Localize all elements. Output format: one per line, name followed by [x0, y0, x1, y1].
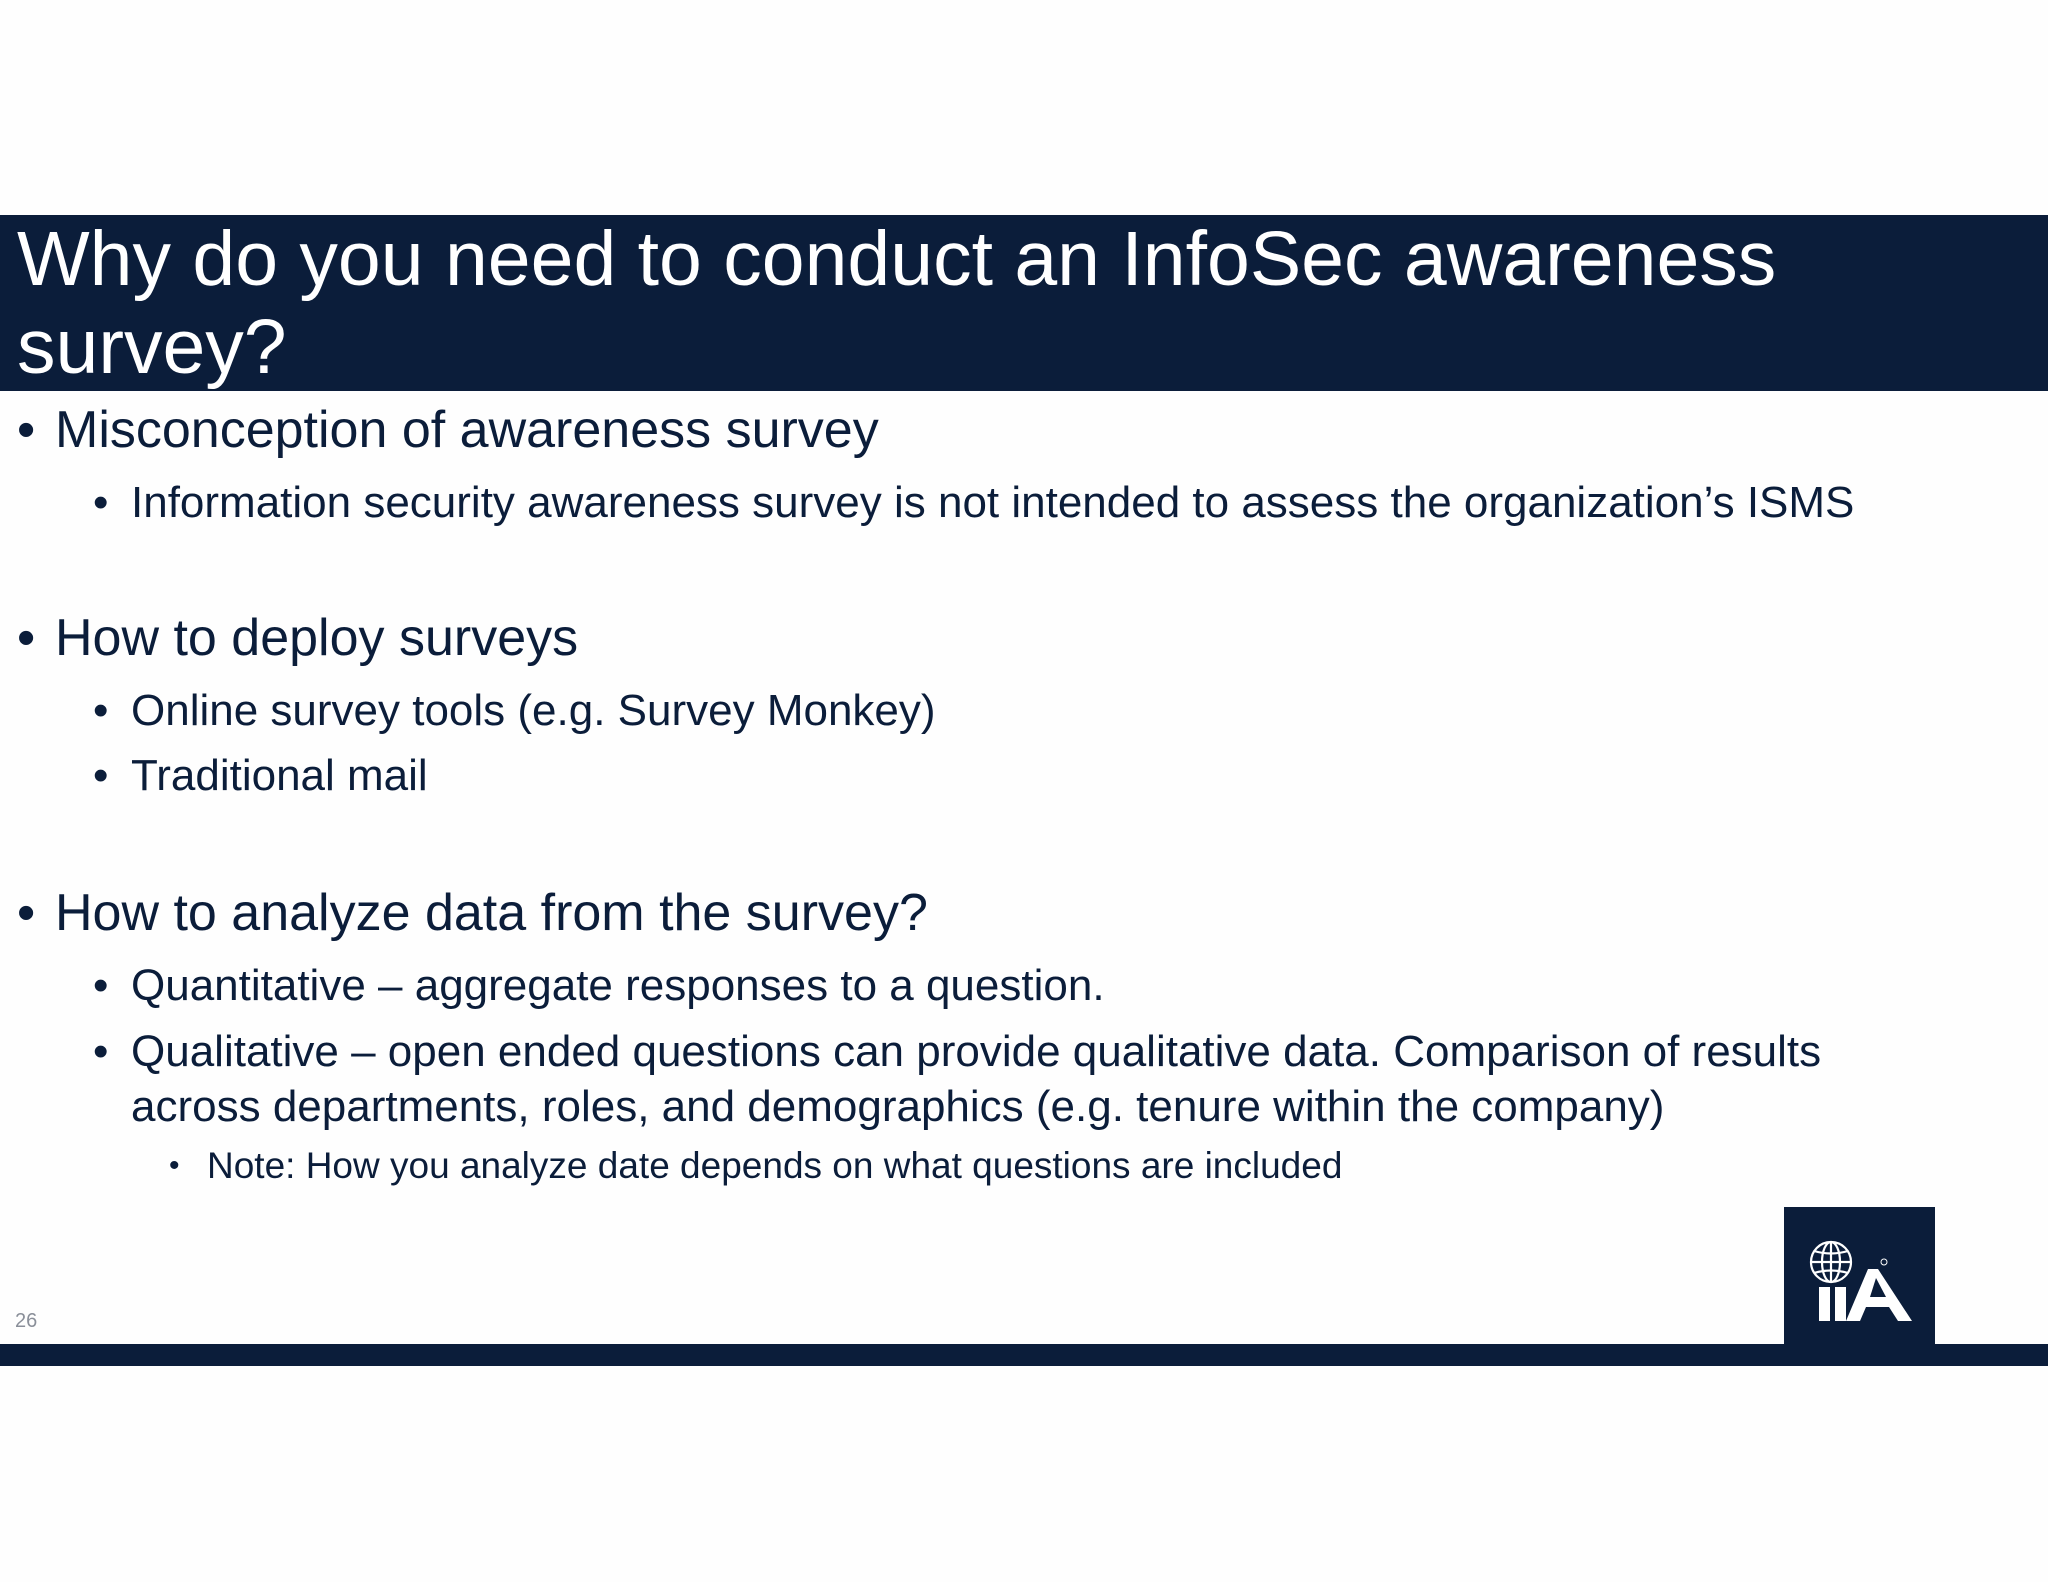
- bullet-dot: •: [93, 961, 109, 1010]
- bullet-text: Misconception of awareness survey: [55, 401, 879, 459]
- title-bar: [0, 215, 2048, 391]
- sub-bullet-text: across departments, roles, and demographics (e.g. tenure within the company): [131, 1082, 1665, 1131]
- bullet-dot: •: [93, 686, 109, 735]
- bullet-dot: •: [93, 751, 109, 800]
- sub-bullet-qualitative: [93, 1024, 1822, 1079]
- sub-bullet-text: Quantitative – aggregate responses to a question.: [131, 961, 1105, 1010]
- bullet-dot: •: [169, 1149, 180, 1182]
- iia-logo: [1784, 1207, 1935, 1347]
- bullet-misconception: [17, 400, 879, 460]
- sub-bullet-qualitative-continued: [131, 1079, 1664, 1134]
- bullet-dot: •: [17, 609, 36, 667]
- bullet-dot: •: [17, 884, 36, 942]
- sub-bullet-text: Online survey tools (e.g. Survey Monkey): [131, 686, 936, 735]
- note-bullet: [169, 1144, 1343, 1188]
- bullet-dot: •: [93, 478, 109, 527]
- sub-bullet-isms: [93, 475, 1855, 530]
- bullet-text: How to deploy surveys: [55, 609, 579, 667]
- sub-bullet-quantitative: [93, 958, 1105, 1013]
- bullet-deploy: [17, 608, 579, 668]
- footer-bar: [0, 1344, 2048, 1366]
- bullet-text: How to analyze data from the survey?: [55, 884, 928, 942]
- bullet-analyze: [17, 883, 928, 943]
- sub-bullet-text: Information security awareness survey is not intended to assess the organization’s ISMS: [131, 478, 1855, 527]
- sub-bullet-mail: [93, 748, 428, 803]
- bullet-dot: •: [17, 401, 36, 459]
- slide-title: Why do you need to conduct an InfoSec awareness survey?: [17, 216, 1777, 390]
- bullet-dot: •: [93, 1027, 109, 1076]
- note-text: Note: How you analyze date depends on what questions are included: [207, 1145, 1343, 1186]
- sub-bullet-text: Traditional mail: [131, 751, 428, 800]
- iia-globe-logo-icon: [1784, 1207, 1935, 1347]
- sub-bullet-online: [93, 683, 936, 738]
- sub-bullet-text: Qualitative – open ended questions can provide qualitative data. Comparison of results: [131, 1027, 1822, 1076]
- slide-number: 26: [15, 1310, 38, 1332]
